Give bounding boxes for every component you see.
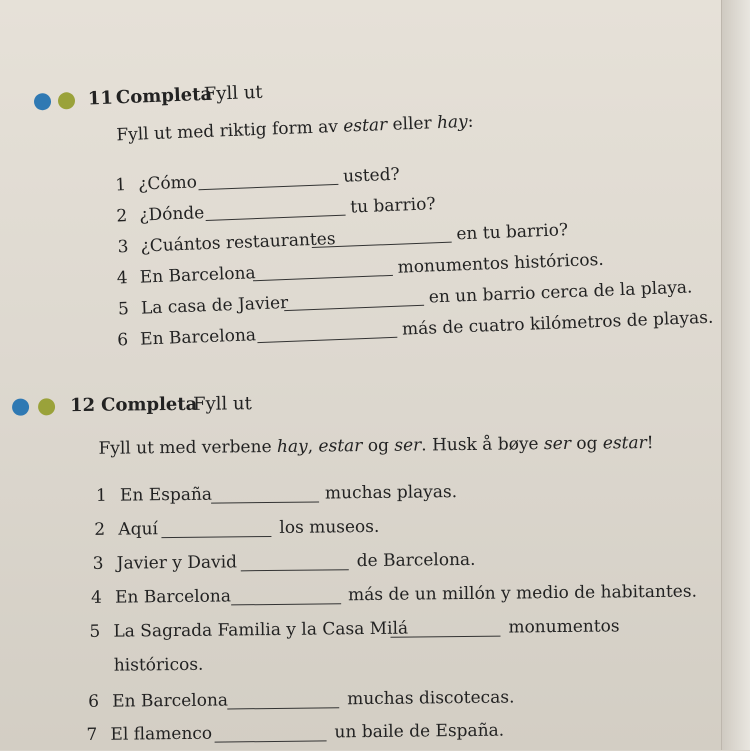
item-continuation: usted?: [342, 164, 401, 187]
item-prompt: La casa de Javier: [140, 292, 289, 319]
item-prompt: ¿Cómo: [137, 172, 198, 195]
instruction-verb-ser: ser: [394, 435, 422, 456]
answer-blank[interactable]: [199, 184, 339, 190]
item-prompt: ¿Cuántos restaurantes: [140, 229, 336, 257]
instruction-text: ,: [307, 436, 319, 457]
item-continuation: más de un millón y medio de habitantes.: [347, 581, 698, 606]
exercise-11-title: Completa: [115, 83, 213, 109]
answer-blank[interactable]: [257, 337, 397, 343]
item-number: 1: [95, 485, 107, 506]
answer-blank[interactable]: [161, 536, 271, 538]
exercise-12: [0, 373, 750, 751]
instruction-verb-ser: ser: [543, 433, 572, 455]
olive-dot-icon: [38, 398, 55, 415]
instruction-verb-estar: estar: [342, 115, 388, 137]
item-continuation: muchas playas.: [324, 482, 458, 504]
answer-blank[interactable]: [215, 740, 327, 742]
olive-dot-icon: [58, 92, 76, 110]
instruction-verb-hay: hay: [436, 111, 469, 134]
instruction-text: :: [467, 111, 474, 132]
item-number: 5: [89, 621, 101, 642]
item-prompt: En Barcelona: [139, 325, 257, 350]
instruction-text: og: [570, 433, 603, 454]
instruction-text: Fyll ut med riktig form av: [115, 116, 344, 146]
item-prompt: Javier y David: [116, 552, 238, 574]
answer-blank[interactable]: [206, 215, 346, 221]
item-continuation: muchas discotecas.: [347, 687, 515, 710]
item-number: 5: [117, 299, 130, 320]
item-number: 1: [114, 175, 127, 196]
item-number: 3: [117, 237, 129, 258]
item-prompt: El flamenco: [110, 723, 213, 745]
answer-blank[interactable]: [390, 636, 500, 638]
item-continuation: los museos.: [279, 516, 380, 538]
item-number: 2: [94, 519, 106, 540]
item-prompt: En España: [119, 484, 213, 506]
exercise-12-subtitle: Fyll ut: [192, 393, 252, 415]
instruction-text: !: [646, 432, 654, 454]
instruction-verb-estar: estar: [602, 433, 647, 454]
item-prompt: ¿Dónde: [139, 203, 205, 226]
item-continuation-line: históricos.: [113, 654, 204, 676]
item-number: 4: [116, 268, 129, 289]
item-number: 3: [92, 553, 104, 574]
item-prompt: Aquí: [118, 519, 159, 540]
item-continuation: un baile de España.: [334, 720, 505, 743]
exercise-12-title: Completa: [100, 393, 198, 416]
exercise-11-number: 11: [87, 87, 114, 110]
item-continuation: tu barrio?: [349, 194, 436, 218]
item-continuation: más de cuatro kilómetros de playas.: [401, 307, 714, 340]
exercise-11-subtitle: Fyll ut: [203, 81, 263, 106]
item-prompt: En Barcelona: [112, 690, 229, 712]
instruction-verb-estar: estar: [318, 436, 363, 457]
item-continuation: monumentos: [508, 616, 620, 638]
item-number: 6: [88, 691, 100, 712]
exercise-12-instruction: [98, 433, 653, 459]
item-number: 6: [116, 330, 129, 351]
exercise-12-number: 12: [69, 394, 96, 417]
blue-dot-icon: [34, 93, 52, 111]
answer-blank[interactable]: [253, 275, 393, 281]
instruction-text: Fyll ut med verbene: [98, 436, 278, 459]
item-number: 2: [116, 206, 128, 227]
item-number: 7: [86, 724, 98, 745]
item-continuation: monumentos históricos.: [397, 249, 605, 278]
instruction-text: og: [362, 435, 395, 457]
item-prompt: En Barcelona: [139, 263, 257, 288]
instruction-verb-hay: hay: [276, 436, 308, 457]
answer-blank[interactable]: [227, 707, 339, 709]
instruction-text: . Husk å bøye: [421, 434, 545, 456]
item-prompt: En Barcelona: [114, 586, 232, 608]
item-prompt: La Sagrada Familia y la Casa Milá: [113, 618, 409, 642]
instruction-text: eller: [386, 113, 438, 135]
item-continuation: en un barrio cerca de la playa.: [428, 277, 693, 308]
exercise-11: [0, 0, 750, 374]
answer-blank[interactable]: [211, 502, 319, 504]
answer-blank[interactable]: [241, 569, 349, 571]
item-continuation: de Barcelona.: [356, 549, 476, 572]
item-number: 4: [90, 587, 103, 608]
item-continuation: en tu barrio?: [456, 220, 569, 245]
blue-dot-icon: [12, 399, 29, 416]
answer-blank[interactable]: [231, 603, 341, 605]
exercise-11-instruction: [116, 112, 474, 146]
answer-blank[interactable]: [284, 305, 424, 311]
